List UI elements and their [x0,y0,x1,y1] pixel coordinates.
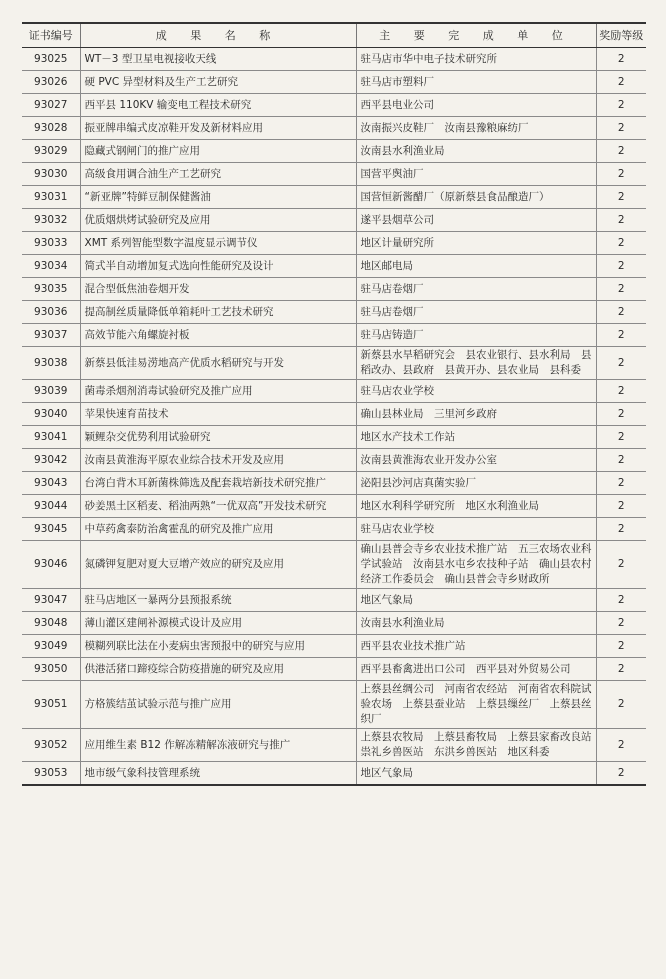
header-cert-no: 证书编号 [22,23,80,48]
table-row [22,541,646,589]
header-row [22,23,646,48]
table-row [22,255,646,278]
award-grade-cell: 2 [596,140,646,163]
award-grade-cell: 2 [596,163,646,186]
achievement-name-cell: 颖鲤杂交优势利用试验研究 [80,426,356,449]
completion-unit-cell: 驻马店农业学校 [356,518,596,541]
cert-number-cell: 93040 [22,403,80,426]
award-grade-cell: 2 [596,380,646,403]
completion-unit-cell: 驻马店卷烟厂 [356,301,596,324]
award-grade-cell: 2 [596,117,646,140]
cert-number-cell: 93035 [22,278,80,301]
cert-number-cell: 93048 [22,612,80,635]
table-row [22,589,646,612]
completion-unit-cell: 新蔡县水旱稻研究会 县农业银行、县水利局 县稻改办、县政府 县黄开办、县农业局 县科委 [356,347,596,380]
table-row [22,232,646,255]
award-grade-cell: 2 [596,255,646,278]
award-grade-cell: 2 [596,635,646,658]
achievement-name-cell: 供港活猪口蹄疫综合防疫措施的研究及应用 [80,658,356,681]
table-row [22,472,646,495]
table-row [22,347,646,380]
award-grade-cell: 2 [596,209,646,232]
completion-unit-cell: 地区水利科学研究所 地区水利渔业局 [356,495,596,518]
cert-number-cell: 93039 [22,380,80,403]
award-grade-cell: 2 [596,232,646,255]
table-row [22,209,646,232]
completion-unit-cell: 驻马店市华中电子技术研究所 [356,48,596,71]
cert-number-cell: 93032 [22,209,80,232]
table-row [22,94,646,117]
award-grade-cell: 2 [596,681,646,729]
cert-number-cell: 93025 [22,48,80,71]
table-row [22,71,646,94]
award-grade-cell: 2 [596,301,646,324]
header-achievement-name: 成 果 名 称 [80,23,356,48]
achievement-name-cell: 苹果快速育苗技术 [80,403,356,426]
awards-table [22,22,646,786]
table-row [22,449,646,472]
table-row [22,301,646,324]
table-row [22,278,646,301]
cert-number-cell: 93041 [22,426,80,449]
completion-unit-cell: 汝南县水利渔业局 [356,140,596,163]
cert-number-cell: 93042 [22,449,80,472]
table-row [22,403,646,426]
completion-unit-cell: 遂平县烟草公司 [356,209,596,232]
completion-unit-cell: 地区气象局 [356,762,596,786]
cert-number-cell: 93037 [22,324,80,347]
table-row [22,612,646,635]
completion-unit-cell: 地区计量研究所 [356,232,596,255]
achievement-name-cell: 硬 PVC 异型材料及生产工艺研究 [80,71,356,94]
cert-number-cell: 93050 [22,658,80,681]
achievement-name-cell: 优质烟烘烤试验研究及应用 [80,209,356,232]
table-row [22,163,646,186]
header-completion-unit: 主 要 完 成 单 位 [356,23,596,48]
achievement-name-cell: 薄山灌区建闸补源模式设计及应用 [80,612,356,635]
completion-unit-cell: 汝南县黄淮海农业开发办公室 [356,449,596,472]
achievement-name-cell: 提高制丝质量降低单箱耗叶工艺技术研究 [80,301,356,324]
table-row [22,117,646,140]
cert-number-cell: 93030 [22,163,80,186]
completion-unit-cell: 驻马店卷烟厂 [356,278,596,301]
achievement-name-cell: 驻马店地区一暴两分县预报系统 [80,589,356,612]
award-grade-cell: 2 [596,518,646,541]
cert-number-cell: 93051 [22,681,80,729]
achievement-name-cell: 高级食用调合油生产工艺研究 [80,163,356,186]
award-grade-cell: 2 [596,612,646,635]
table-row [22,729,646,762]
table-row [22,324,646,347]
cert-number-cell: 93044 [22,495,80,518]
cert-number-cell: 93049 [22,635,80,658]
award-grade-cell: 2 [596,426,646,449]
table-row [22,681,646,729]
achievement-name-cell: WT－3 型卫星电视接收天线 [80,48,356,71]
completion-unit-cell: 确山县普会寺乡农业技术推广站 五三农场农业科学试验站 汝南县水屯乡农技种子站 确山县农村经济工作委员会 确山县普会寺乡财政所 [356,541,596,589]
completion-unit-cell: 国营平舆油厂 [356,163,596,186]
cert-number-cell: 93029 [22,140,80,163]
cert-number-cell: 93033 [22,232,80,255]
cert-number-cell: 93027 [22,94,80,117]
completion-unit-cell: 确山县林业局 三里河乡政府 [356,403,596,426]
table-row [22,426,646,449]
achievement-name-cell: 氮磷钾复肥对夏大豆增产效应的研究及应用 [80,541,356,589]
cert-number-cell: 93045 [22,518,80,541]
completion-unit-cell: 泌阳县沙河店真菌实验厂 [356,472,596,495]
completion-unit-cell: 西平县电业公司 [356,94,596,117]
table-row [22,186,646,209]
completion-unit-cell: 西平县农业技术推广站 [356,635,596,658]
achievement-name-cell: 简式半自动增加复式选向性能研究及设计 [80,255,356,278]
achievement-name-cell: 混合型低焦油卷烟开发 [80,278,356,301]
award-grade-cell: 2 [596,48,646,71]
table-row [22,635,646,658]
award-grade-cell: 2 [596,729,646,762]
completion-unit-cell: 西平县畜禽进出口公司 西平县对外贸易公司 [356,658,596,681]
completion-unit-cell: 驻马店农业学校 [356,380,596,403]
table-row [22,495,646,518]
completion-unit-cell: 驻马店铸造厂 [356,324,596,347]
cert-number-cell: 93046 [22,541,80,589]
cert-number-cell: 93028 [22,117,80,140]
completion-unit-cell: 地区邮电局 [356,255,596,278]
cert-number-cell: 93043 [22,472,80,495]
achievement-name-cell: “新亚牌”特鲜豆制保健酱油 [80,186,356,209]
award-grade-cell: 2 [596,541,646,589]
achievement-name-cell: 新蔡县低洼易涝地高产优质水稻研究与开发 [80,347,356,380]
award-grade-cell: 2 [596,94,646,117]
award-grade-cell: 2 [596,324,646,347]
achievement-name-cell: 模糊列联比法在小麦病虫害预报中的研究与应用 [80,635,356,658]
completion-unit-cell: 汝南振兴皮鞋厂 汝南县豫粮麻纺厂 [356,117,596,140]
achievement-name-cell: XMT 系列智能型数字温度显示调节仪 [80,232,356,255]
completion-unit-cell: 地区水产技术工作站 [356,426,596,449]
achievement-name-cell: 汝南县黄淮海平原农业综合技术开发及应用 [80,449,356,472]
achievement-name-cell: 方格簇结茧试验示范与推广应用 [80,681,356,729]
table-body [22,48,646,786]
table-header [22,23,646,48]
completion-unit-cell: 上蔡县农牧局 上蔡县畜牧局 上蔡县家畜改良站 祟礼乡兽医站 东洪乡兽医站 地区科委 [356,729,596,762]
award-grade-cell: 2 [596,762,646,786]
table-row [22,140,646,163]
table-row [22,518,646,541]
award-grade-cell: 2 [596,449,646,472]
award-grade-cell: 2 [596,186,646,209]
award-grade-cell: 2 [596,472,646,495]
cert-number-cell: 93034 [22,255,80,278]
award-grade-cell: 2 [596,589,646,612]
achievement-name-cell: 西平县 110KV 输变电工程技术研究 [80,94,356,117]
achievement-name-cell: 台湾白背木耳新菌株筛选及配套栽培新技术研究推广 [80,472,356,495]
award-grade-cell: 2 [596,347,646,380]
award-grade-cell: 2 [596,495,646,518]
completion-unit-cell: 汝南县水利渔业局 [356,612,596,635]
cert-number-cell: 93031 [22,186,80,209]
table-row [22,658,646,681]
achievement-name-cell: 中草药禽泰防治禽霍乱的研究及推广应用 [80,518,356,541]
table-row [22,48,646,71]
completion-unit-cell: 驻马店市塑料厂 [356,71,596,94]
award-grade-cell: 2 [596,278,646,301]
table-row [22,380,646,403]
award-grade-cell: 2 [596,71,646,94]
award-grade-cell: 2 [596,658,646,681]
cert-number-cell: 93036 [22,301,80,324]
achievement-name-cell: 隐藏式钢闸门的推广应用 [80,140,356,163]
completion-unit-cell: 地区气象局 [356,589,596,612]
achievement-name-cell: 地市级气象科技管理系统 [80,762,356,786]
cert-number-cell: 93052 [22,729,80,762]
header-award-grade: 奖励等级 [596,23,646,48]
achievement-name-cell: 高效节能六角螺旋衬板 [80,324,356,347]
cert-number-cell: 93026 [22,71,80,94]
achievement-name-cell: 菌毒杀烟剂消毒试验研究及推广应用 [80,380,356,403]
completion-unit-cell: 上蔡县丝绸公司 河南省农经站 河南省农科院试验农场 上蔡县蚕业站 上蔡县缫丝厂 上蔡县丝织厂 [356,681,596,729]
table-row [22,762,646,786]
cert-number-cell: 93047 [22,589,80,612]
cert-number-cell: 93038 [22,347,80,380]
cert-number-cell: 93053 [22,762,80,786]
award-grade-cell: 2 [596,403,646,426]
completion-unit-cell: 国营恒新酱醋厂（原新蔡县食品酿造厂） [356,186,596,209]
achievement-name-cell: 应用维生素 B12 作解冻精解冻液研究与推广 [80,729,356,762]
achievement-name-cell: 振亚牌串编式皮凉鞋开发及新材料应用 [80,117,356,140]
achievement-name-cell: 砂姜黑土区稻麦、稻油两熟“一优双高”开发技术研究 [80,495,356,518]
